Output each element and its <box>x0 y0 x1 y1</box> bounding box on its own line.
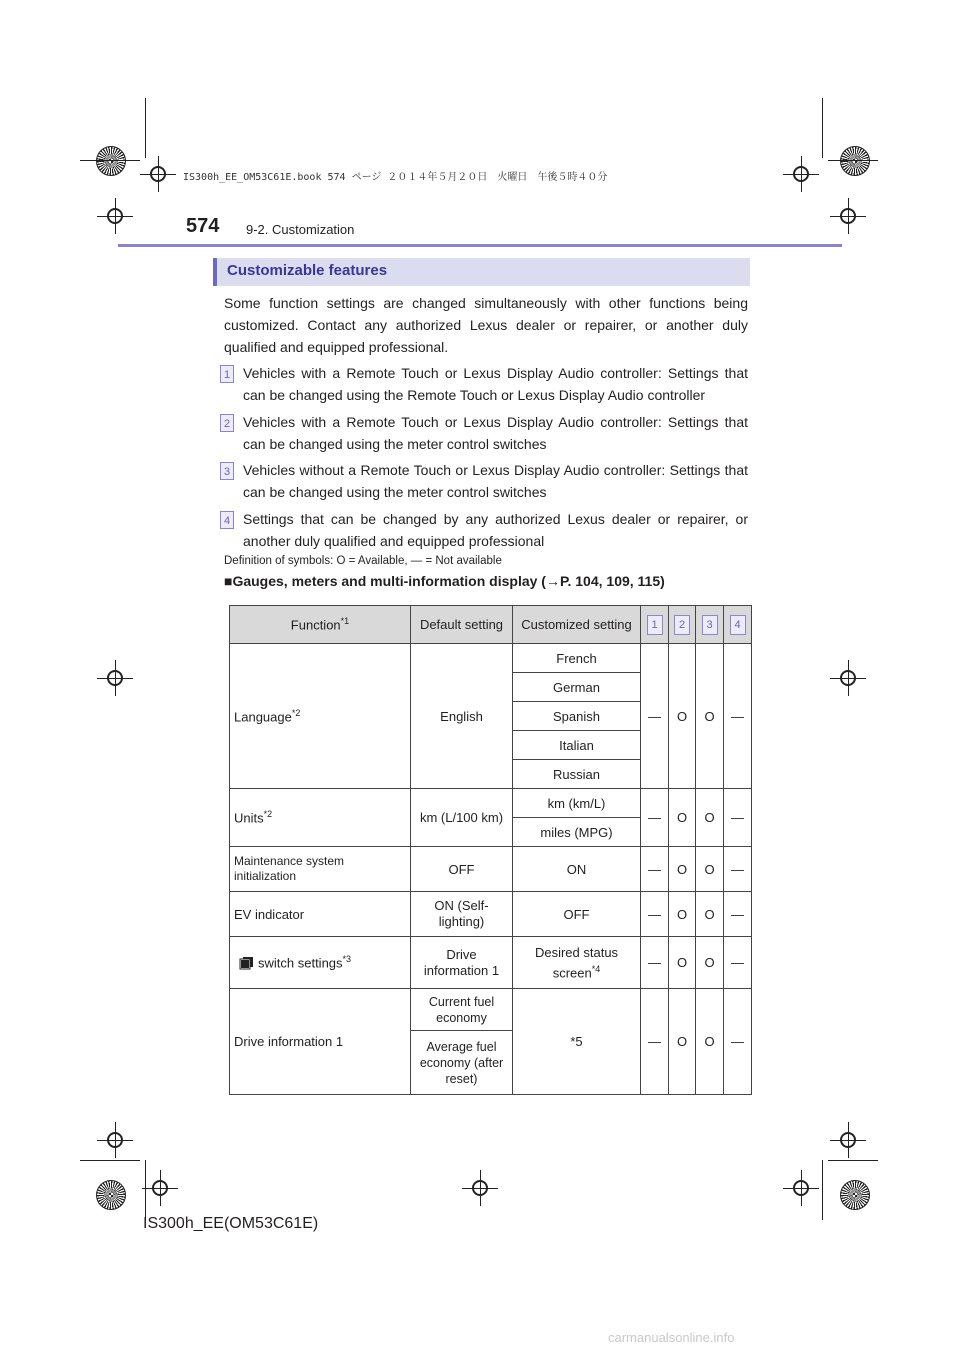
cell-function: Language$^{*2}$ <box>230 644 411 789</box>
subsection-heading: ■Gauges, meters and multi-information display (→P. 104, 109, 115) <box>224 573 665 589</box>
print-header: IS300h_EE_OM53C61E.book 574 ページ ２０１４年５月２０日 火曜日 午後５時４０分 <box>183 172 608 183</box>
crosshair-icon <box>107 208 123 224</box>
cell-availability: — <box>641 847 669 892</box>
header-default: Default setting <box>411 606 513 644</box>
cell-default: Drive information 1 <box>411 937 513 989</box>
crosshair-icon <box>793 1180 809 1196</box>
crop-line <box>828 160 878 161</box>
display-switch-icon <box>238 957 254 971</box>
item-badge: 2 <box>220 414 234 432</box>
cell-availability: — <box>641 644 669 789</box>
cell-availability: O <box>669 644 696 789</box>
cell-availability: O <box>669 847 696 892</box>
cell-option: Spanish <box>513 702 641 731</box>
cell-function: Maintenance system initialization <box>230 847 411 892</box>
cell-availability: O <box>669 789 696 847</box>
list-item: Vehicles without a Remote Touch or Lexus Display Audio controller: Settings that can be changed using the meter control switches <box>243 462 748 500</box>
item-badge: 4 <box>220 511 234 529</box>
cell-custom: OFF <box>513 892 641 937</box>
crosshair-icon <box>150 166 166 182</box>
table-row <box>230 892 752 937</box>
cell-option: German <box>513 673 641 702</box>
crosshair-icon <box>107 670 123 686</box>
crosshair-icon <box>840 670 856 686</box>
list-item: Vehicles with a Remote Touch or Lexus Display Audio controller: Settings that can be changed using the Remote Touch or Lexus Display Audio controller <box>243 365 748 403</box>
intro-paragraph: Some function settings are changed simultaneously with other functions being customized. Contact any authorized Lexus dealer or repairer, or another duly qualified and equipped professional. <box>224 295 748 355</box>
cell-option: Current fuel economy <box>411 989 513 1031</box>
cell-availability: O <box>696 847 724 892</box>
crop-line <box>822 1160 823 1220</box>
cell-availability: — <box>724 644 752 789</box>
cell-option: Russian <box>513 760 641 789</box>
list-item: Settings that can be changed by any authorized Lexus dealer or repairer, or another duly qualified and equipped professional <box>243 511 748 549</box>
header-function: Function$^{*1}$ <box>230 606 411 644</box>
item-badge: 3 <box>220 462 234 480</box>
cell-function: Drive information 1 <box>230 989 411 1095</box>
page-number: 574 <box>186 215 220 237</box>
cell-option: miles (MPG) <box>513 818 641 847</box>
registration-wheel-icon <box>96 146 126 176</box>
crop-line <box>822 98 823 158</box>
section-heading: Customizable features <box>227 262 388 279</box>
section-title: 9-2. Customization <box>246 222 355 237</box>
crosshair-icon <box>107 1132 123 1148</box>
cell-default: OFF <box>411 847 513 892</box>
registration-wheel-icon <box>840 146 870 176</box>
cell-custom: *5 <box>513 989 641 1095</box>
cell-availability: — <box>641 989 669 1095</box>
cell-option: Italian <box>513 731 641 760</box>
cell-availability: — <box>724 847 752 892</box>
cell-default: ON (Self-lighting) <box>411 892 513 937</box>
crop-line <box>145 98 146 158</box>
cell-function: Units$^{*2}$ <box>230 789 411 847</box>
header-col-3: 3 <box>696 606 724 644</box>
registration-wheel-icon <box>840 1180 870 1210</box>
crosshair-icon <box>472 1180 488 1196</box>
footer-model-code: IS300h_EE(OM53C61E) <box>143 1215 319 1232</box>
cell-availability: — <box>724 789 752 847</box>
table-header-row <box>230 606 752 644</box>
table-row <box>230 847 752 892</box>
table-row <box>230 989 752 1031</box>
table-row <box>230 789 752 818</box>
header-custom: Customized setting <box>513 606 641 644</box>
crosshair-icon <box>793 166 809 182</box>
header-col-1: 1 <box>641 606 669 644</box>
crop-line <box>80 160 140 161</box>
table-row <box>230 644 752 673</box>
cell-availability: O <box>696 644 724 789</box>
list-item: Vehicles with a Remote Touch or Lexus Display Audio controller: Settings that can be changed using the meter control switches <box>243 414 748 452</box>
crosshair-icon <box>840 208 856 224</box>
cell-availability: O <box>669 892 696 937</box>
registration-wheel-icon <box>96 1180 126 1210</box>
symbol-legend: Definition of symbols: O = Available, — = Not available <box>224 555 502 567</box>
watermark: carmanualsonline.info <box>608 1330 735 1345</box>
header-rule <box>118 244 842 247</box>
cell-availability: O <box>669 989 696 1095</box>
cell-custom: Desired status screen$^{*4}$ <box>513 937 641 989</box>
settings-table <box>229 605 752 1095</box>
crosshair-icon <box>840 1132 856 1148</box>
cell-availability: O <box>696 789 724 847</box>
cell-availability: — <box>641 892 669 937</box>
table-row <box>230 937 752 989</box>
cell-availability: — <box>724 892 752 937</box>
cell-availability: O <box>696 937 724 989</box>
cell-availability: — <box>641 937 669 989</box>
cell-function: EV indicator <box>230 892 411 937</box>
cell-option: French <box>513 644 641 673</box>
header-col-4: 4 <box>724 606 752 644</box>
cell-availability: O <box>669 937 696 989</box>
cell-option: km (km/L) <box>513 789 641 818</box>
crop-line <box>828 1160 878 1161</box>
crosshair-icon <box>152 1180 168 1196</box>
crop-line <box>145 1160 146 1220</box>
cell-availability: O <box>696 892 724 937</box>
cell-default: English <box>411 644 513 789</box>
cell-availability: — <box>724 937 752 989</box>
header-col-2: 2 <box>669 606 696 644</box>
cell-availability: — <box>641 789 669 847</box>
item-badge: 1 <box>220 365 234 383</box>
cell-function: switch settings$^{*3}$ <box>230 937 411 989</box>
cell-availability: O <box>696 989 724 1095</box>
cell-default: km (L/100 km) <box>411 789 513 847</box>
cell-availability: — <box>724 989 752 1095</box>
cell-custom: ON <box>513 847 641 892</box>
crop-line <box>80 1160 140 1161</box>
cell-option: Average fuel economy (after reset) <box>411 1031 513 1095</box>
section-heading-bar <box>213 258 750 286</box>
